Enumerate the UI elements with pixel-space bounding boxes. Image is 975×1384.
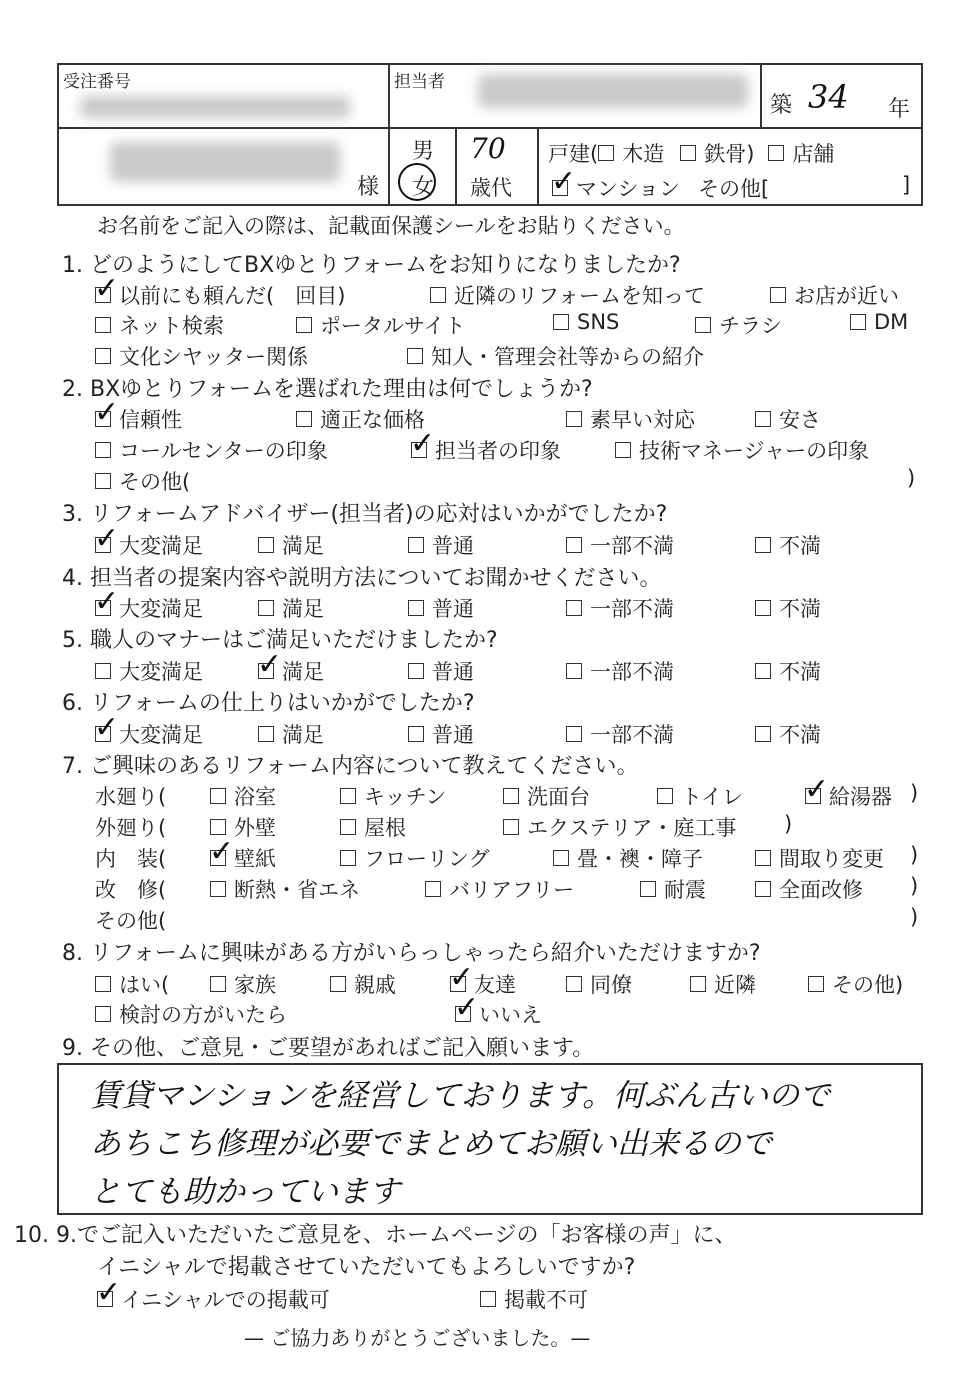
order-number-label: 受注番号	[63, 72, 131, 92]
q3-opt-very[interactable]: ✓ 大変満足	[94, 521, 203, 558]
building-type-shop: 店舗	[792, 142, 835, 166]
q7-interior-label: 内 装(	[95, 847, 167, 871]
q7-water-close: )	[910, 781, 919, 805]
q6-opt-satisfied[interactable]: 満足	[258, 719, 324, 749]
q8-opt-consider[interactable]: 検討の方がいたら	[95, 999, 287, 1029]
q1-opt-sns[interactable]: SNS	[553, 310, 619, 334]
divider	[537, 127, 539, 206]
q10-opt-allow[interactable]: ✓ イニシャルでの掲載可	[96, 1275, 330, 1312]
q6-title: 6. リフォームの仕上りはいかがでしたか?	[62, 691, 475, 716]
q1-opt-neighbor[interactable]: 近隣のリフォームを知って	[430, 280, 705, 310]
q2-opt-callcenter[interactable]: コールセンターの印象	[95, 435, 328, 465]
q2-opt-trust[interactable]: ✓ 信頼性	[94, 395, 182, 432]
q5-opt-normal[interactable]: 普通	[408, 656, 474, 686]
q4-opt-very[interactable]: ✓ 大変満足	[94, 584, 203, 621]
age-suffix: 歳代	[470, 176, 512, 200]
check-mark-icon: ✓	[96, 1275, 122, 1310]
staff-label: 担当者	[394, 72, 445, 92]
q8-yes-family[interactable]: 家族	[210, 969, 276, 999]
building-type-wood: 木造	[622, 142, 665, 166]
q7-exterior-garden[interactable]: エクステリア・庭工事	[503, 812, 736, 842]
q6-opt-partial[interactable]: 一部不満	[566, 719, 674, 749]
q6-opt-normal[interactable]: 普通	[408, 719, 474, 749]
q8-yes-neighbors[interactable]: 近隣	[690, 969, 756, 999]
q8-yes-other[interactable]: その他)	[808, 969, 903, 999]
q2-other-close: )	[907, 466, 916, 490]
age-value: 70	[470, 132, 506, 165]
q10-title-line2: イニシャルで掲載させていただいてもよろしいですか?	[97, 1255, 636, 1280]
q8-title: 8. リフォームに興味がある方がいらっしゃったら紹介いただけますか?	[62, 941, 761, 966]
q7-other-close: )	[910, 905, 919, 929]
sama-label: 様	[357, 175, 380, 200]
q1-title: 1. どのようにしてBXゆとりフォームをお知りになりましたか?	[62, 253, 681, 278]
q3-opt-partial[interactable]: 一部不満	[566, 530, 674, 560]
q4-opt-satisfied[interactable]: 満足	[258, 593, 324, 623]
q1-opt-net[interactable]: ネット検索	[95, 310, 224, 340]
q7-interior-close: )	[910, 843, 919, 867]
q7-exterior-roof[interactable]: 屋根	[340, 812, 406, 842]
q2-opt-price[interactable]: 適正な価格	[296, 404, 425, 434]
notice-text: お名前をご記入の際は、記載面保護シールをお貼りください。	[97, 214, 685, 238]
q8-opt-no[interactable]: ✓ いいえ	[454, 990, 542, 1027]
check-mark-icon: ✓	[804, 772, 830, 807]
q7-title: 7. ご興味のあるリフォーム内容について教えてください。	[62, 754, 639, 779]
q1-opt-before[interactable]: ✓ 以前にも頼んだ( 回目)	[94, 271, 346, 308]
q7-exterior-wall[interactable]: 外壁	[210, 812, 276, 842]
check-mark-icon: ✓	[257, 647, 283, 682]
q9-title: 9. その他、ご意見・ご要望があればご記入願います。	[62, 1036, 595, 1061]
q4-opt-partial[interactable]: 一部不満	[566, 593, 674, 623]
building-age-prefix: 築	[770, 93, 793, 118]
q4-opt-dissatisfied[interactable]: 不満	[755, 593, 821, 623]
q8-yes-relatives[interactable]: 親戚	[330, 969, 396, 999]
redacted-staff-name	[478, 74, 748, 108]
q7-interior-layout[interactable]: 間取り変更	[755, 843, 884, 873]
q7-water-label: 水廻り(	[95, 785, 167, 809]
building-type-other: その他[	[698, 177, 770, 201]
q1-opt-referral[interactable]: 知人・管理会社等からの紹介	[407, 341, 704, 371]
q4-title: 4. 担当者の提案内容や説明方法についてお聞かせください。	[62, 566, 662, 591]
q4-opt-normal[interactable]: 普通	[408, 593, 474, 623]
q1-opt-bunka[interactable]: 文化シヤッター関係	[95, 341, 308, 371]
check-mark-icon: ✓	[94, 710, 120, 745]
checkbox-shop[interactable]	[768, 145, 784, 161]
building-age-value: 34	[808, 78, 849, 116]
q5-opt-dissatisfied[interactable]: 不満	[755, 656, 821, 686]
q1-opt-flyer[interactable]: チラシ	[695, 310, 782, 340]
building-type-detached: 戸建(	[548, 142, 599, 166]
divider	[455, 127, 457, 206]
gender-circle-mark	[398, 163, 436, 201]
q6-opt-very[interactable]: ✓ 大変満足	[94, 710, 203, 747]
handwritten-comment-line1: 賃貸マンションを経営しております。何ぶん古いので	[90, 1078, 831, 1114]
q2-opt-fast[interactable]: 素早い対応	[566, 404, 695, 434]
q2-opt-cheap[interactable]: 安さ	[755, 404, 821, 434]
check-mark-icon: ✓	[94, 395, 120, 430]
q3-opt-dissatisfied[interactable]: 不満	[755, 530, 821, 560]
q7-water-toilet[interactable]: トイレ	[657, 781, 743, 811]
q7-interior-tatami[interactable]: 畳・襖・障子	[553, 843, 703, 873]
q2-opt-other[interactable]: その他(	[95, 466, 190, 496]
check-mark-icon: ✓	[94, 584, 120, 619]
q5-opt-very[interactable]: 大変満足	[95, 656, 203, 686]
q7-water-washbasin[interactable]: 洗面台	[503, 781, 590, 811]
q7-renovation-insulation[interactable]: 断熱・省エネ	[210, 874, 360, 904]
q7-renovation-label: 改 修(	[95, 878, 167, 902]
q7-other-label: その他(	[95, 909, 167, 933]
q10-title-line1: 10. 9.でご記入いただいたご意見を、ホームページの「お客様の声」に、	[14, 1223, 737, 1248]
q5-opt-satisfied[interactable]: ✓ 満足	[257, 647, 324, 684]
building-type-other-close: ]	[902, 173, 911, 197]
redacted-customer-name	[110, 142, 340, 182]
building-type-row2	[551, 164, 770, 203]
q2-opt-tech[interactable]: 技術マネージャーの印象	[615, 435, 869, 465]
check-mark-icon: ✓	[94, 521, 120, 556]
q3-opt-satisfied[interactable]: 満足	[258, 530, 324, 560]
q5-title: 5. 職人のマナーはご満足いただけましたか?	[62, 628, 498, 653]
checkbox-mansion[interactable]	[551, 164, 577, 199]
q7-renovation-seismic[interactable]: 耐震	[640, 874, 706, 904]
building-age-suffix: 年	[888, 97, 911, 122]
check-mark-icon: ✓	[410, 426, 436, 461]
q7-water-heater[interactable]: ✓ 給湯器	[804, 772, 892, 809]
redacted-order-number	[80, 96, 350, 118]
check-mark-icon: ✓	[94, 271, 120, 306]
q8-opt-yes[interactable]: はい(	[95, 969, 169, 999]
q1-opt-dm[interactable]: DM	[850, 310, 908, 334]
q2-opt-staff[interactable]: ✓ 担当者の印象	[410, 426, 561, 463]
divider	[57, 127, 923, 129]
gender-male: 男	[412, 139, 435, 164]
q5-opt-partial[interactable]: 一部不満	[566, 656, 674, 686]
q7-renovation-close: )	[910, 874, 919, 898]
q7-water-bath[interactable]: 浴室	[210, 781, 276, 811]
building-type-steel: 鉄骨)	[704, 142, 755, 166]
q7-renovation-full[interactable]: 全面改修	[755, 874, 863, 904]
q7-interior-wallpaper[interactable]: ✓ 壁紙	[209, 834, 276, 871]
checkbox-steel[interactable]	[680, 145, 696, 161]
gender-female: 女	[412, 175, 435, 200]
q3-opt-normal[interactable]: 普通	[408, 530, 474, 560]
check-mark-icon: ✓	[551, 164, 577, 199]
building-type-mansion: マンション	[576, 177, 681, 201]
q8-yes-friends[interactable]: ✓ 友達	[449, 960, 516, 997]
q7-water-kitchen[interactable]: キッチン	[340, 781, 447, 811]
building-type-row1	[548, 138, 834, 168]
q6-opt-dissatisfied[interactable]: 不満	[755, 719, 821, 749]
q8-yes-colleagues[interactable]: 同僚	[566, 969, 632, 999]
q2-title: 2. BXゆとりフォームを選ばれた理由は何でしょうか?	[62, 377, 593, 402]
divider	[760, 63, 762, 128]
q7-renovation-barrierfree[interactable]: バリアフリー	[425, 874, 574, 904]
q7-interior-flooring[interactable]: フローリング	[340, 843, 490, 873]
q1-opt-shop-near[interactable]: お店が近い	[770, 280, 899, 310]
checkbox-wood[interactable]	[598, 145, 614, 161]
handwritten-comment-line2: あちこち修理が必要でまとめてお願い出来るので	[90, 1126, 772, 1162]
divider	[388, 63, 390, 206]
check-mark-icon: ✓	[454, 990, 480, 1025]
check-mark-icon: ✓	[449, 960, 475, 995]
q3-title: 3. リフォームアドバイザー(担当者)の応対はいかがでしたか?	[62, 502, 668, 527]
check-mark-icon: ✓	[209, 834, 235, 869]
q10-opt-deny[interactable]: 掲載不可	[480, 1284, 588, 1314]
q7-exterior-label: 外廻り(	[95, 816, 167, 840]
q7-exterior-close: )	[784, 812, 793, 836]
footer-thanks: — ご協力ありがとうございました。—	[244, 1326, 591, 1350]
handwritten-comment-line3: とても助かっています	[90, 1174, 400, 1210]
q1-opt-portal[interactable]: ポータルサイト	[296, 310, 466, 340]
